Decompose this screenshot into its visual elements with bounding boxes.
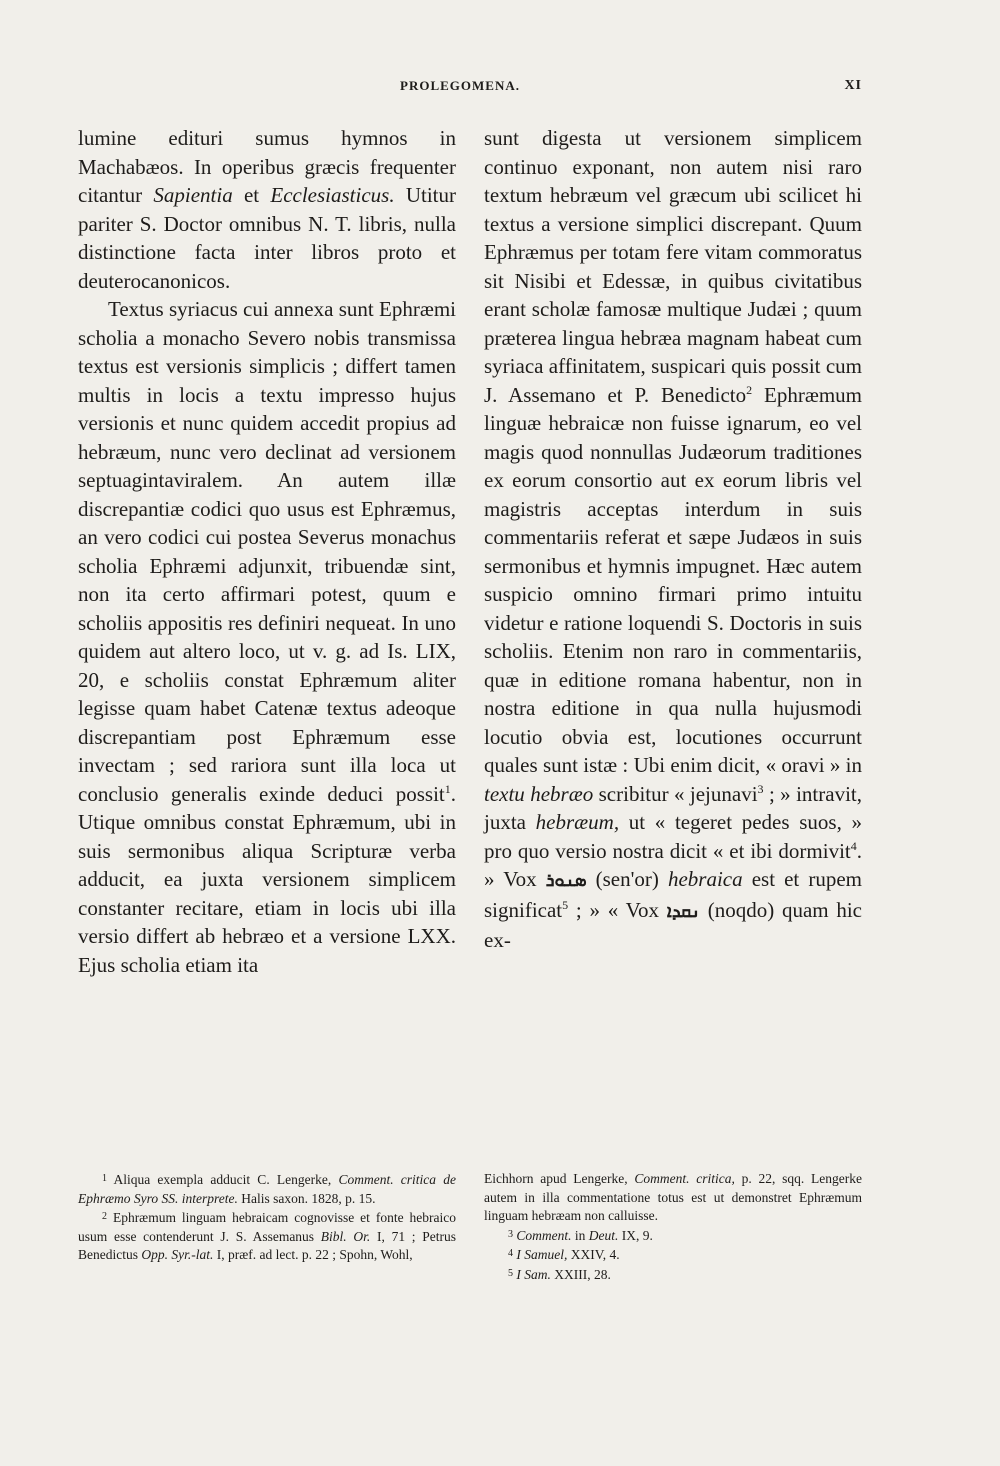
text-run: Aliqua exempla adducit C. Lengerke, [107, 1172, 339, 1187]
text-run: ut « tegeret pedes suos, » pro quo versio nostra dicit « et ibi dormivit [484, 810, 862, 863]
footnote-mark: 4 [508, 1248, 513, 1259]
italic-phrase: textu hebræo [484, 781, 594, 806]
text-run: Ephræmum linguam hebraicam cognovisse et fonte hebraico usum esse contenderunt J. S. Assemanus [78, 1210, 456, 1244]
paragraph-continued [78, 124, 456, 295]
text-run: I, præf. ad lect. p. 22 ; Spohn, Wohl, [213, 1247, 413, 1262]
italic-title: Comment. [516, 1227, 572, 1243]
running-title: PROLEGOMENA. [400, 78, 520, 93]
italic-phrase: hebræum, [535, 810, 620, 834]
text-run: Ephræmum linguæ hebraicæ non fuisse ignarum, eo vel magis quod nonnullas Judæorum traditiones ex eorum consortio aut ex eorum libris vel magistris acceptas interdum in suis commentariis referat et sæpe Judæos in suis sermonibus et hymnis impugnet. Hæc autem suspicio omnino firmari primo intuitu videtur e ratione loquendi S. Doctoris in suis scholiis. Etenim non raro in commentariis, quæ in editione romana habentur, non in nostra editione in qua nulla hujusmodi locutio obvia est, locutiones occurrunt quales sunt istæ : Ubi enim dicit, « oravi » in [484, 382, 862, 777]
footnote-ref-4[interactable]: 4 [850, 838, 857, 853]
text-run: IX, 9. [618, 1227, 653, 1243]
running-head [78, 78, 862, 98]
text-run: sunt digesta ut versionem simplicem continuo exponant, non autem nisi raro textum hebræum vel græcum ubi scilicet hi textus a versione simplici discrepant. Quum Ephræmus per totam fere vitam commoratus sit Nisibi et Edessæ, in quibus civitatibus erant scholæ famosæ multique Judæi ; quum præterea lingua hebræa magnam habeat cum syriaca affinitatem, suspicari quis possit cum J. Assemano et P. Benedicto [484, 126, 862, 407]
footnotes-left [78, 1170, 456, 1265]
italic-title: I Sam. [516, 1266, 551, 1282]
italic-title: Deut. [588, 1227, 619, 1243]
text-run: Utitur pariter S. Doctor omnibus N. T. libris, nulla distinctione facta inter libros proto et deuterocanonicos. [78, 183, 457, 293]
text-run: ; » intravit, juxta [484, 781, 862, 834]
footnote-2 [78, 1208, 456, 1265]
text-run: scribitur « jejunavi [593, 781, 758, 806]
page-number: XI [844, 78, 862, 93]
italic-title: Comment. critica, [634, 1171, 735, 1186]
text-run: Eichhorn apud Lengerke, [484, 1171, 635, 1186]
italic-phrase: hebraica [667, 867, 743, 891]
text-run: . Utique omnibus constat Ephræmum, ubi in suis sermonibus aliqua Scripturæ verba adducit, ea juxta versionem simplicem constanter recitare, etiam in locis ubi illa versio differt ab hebræo et a versione LXX. Ejus scholia etiam ita [78, 781, 456, 977]
text-run: in [571, 1227, 589, 1243]
footnotes-right [484, 1170, 862, 1284]
italic-title: Bibl. Or. [320, 1228, 371, 1244]
text-run: lumine edituri sumus hymnos in Machabæos. In operibus græcis frequenter citantur [78, 126, 456, 207]
text-run: . » Vox [484, 838, 862, 891]
paragraph-textus-syriacus [78, 295, 456, 979]
text-run: XXIII, 28. [550, 1266, 611, 1282]
text-run: ; » « Vox [568, 897, 667, 922]
text-run: XXIV, 4. [567, 1247, 620, 1262]
text-run: (noqdo) quam hic ex- [484, 897, 863, 952]
right-column [484, 124, 862, 955]
syriac-word-noqdo: ܢܩܕܐ [666, 900, 700, 922]
syriac-word-senor: ܣܢܘܪ [545, 870, 587, 891]
italic-title: Opp. Syr.-lat. [141, 1247, 214, 1262]
footnote-ref-2[interactable]: 2 [746, 382, 753, 397]
footnote-ref-5[interactable]: 5 [562, 897, 569, 912]
text-run: I, 71 ; Petrus Benedictus [78, 1228, 457, 1262]
text-run: est et rupem significat [484, 867, 862, 922]
text-run: p. 22, sqq. Lengerke autem in illa commentatione totus est ut demonstret Ephræmum linguam hebræam non calluisse. [484, 1171, 862, 1223]
text-run: Halis saxon. 1828, p. 15. [237, 1190, 376, 1206]
italic-title-sapientia: Sapientia [153, 183, 233, 207]
text-run: (sen'or) [586, 867, 668, 891]
footnote-mark: 5 [508, 1267, 513, 1279]
footnote-3 [484, 1226, 862, 1246]
footnote-mark: 3 [508, 1228, 513, 1240]
footnote-mark: 2 [102, 1211, 107, 1222]
left-column [78, 124, 456, 979]
footnote-mark: 1 [102, 1173, 107, 1184]
footnote-4 [484, 1245, 862, 1265]
italic-title-ecclesiasticus: Ecclesiasticus. [270, 183, 395, 207]
footnote-ref-3[interactable]: 3 [757, 781, 764, 796]
text-run: et [232, 183, 271, 207]
footnote-5 [484, 1265, 862, 1285]
text-run: Textus syriacus cui annexa sunt Ephræmi scholia a monacho Severo nobis transmissa textus est versionis simplicis ; differt tamen multis in locis a textu impresso hujus versionis et nunc quidem accedit propius ad hebræum, nunc vero declinat ad versionem septuagintaviralem. An autem illæ discrepantiæ codici quo usus est Ephræmus, an vero codici cui postea Severus monachus scholia Ephræmi adjunxit, tribuendæ sint, non ita certo affirmari potest, quum e scholiis appositis res definiri nequeat. In uno quidem aut altero loco, ut v. g. ad Is. LIX, 20, e scholiis constat Ephræmum aliter legisse quam habet Catenæ textus adeoque discrepantiam post Ephræmum esse invectam ; sed rariora sunt illa loca ut conclusio generalis exinde deduci possit [78, 297, 456, 806]
italic-title: Comment. critica de Ephræmo Syro SS. interprete. [78, 1172, 456, 1206]
footnote-1 [78, 1170, 456, 1208]
footnote-2-continued [484, 1170, 862, 1226]
paragraph-continued [484, 124, 862, 955]
footnote-ref-1[interactable]: 1 [444, 781, 451, 796]
italic-title: I Samuel, [516, 1247, 568, 1262]
